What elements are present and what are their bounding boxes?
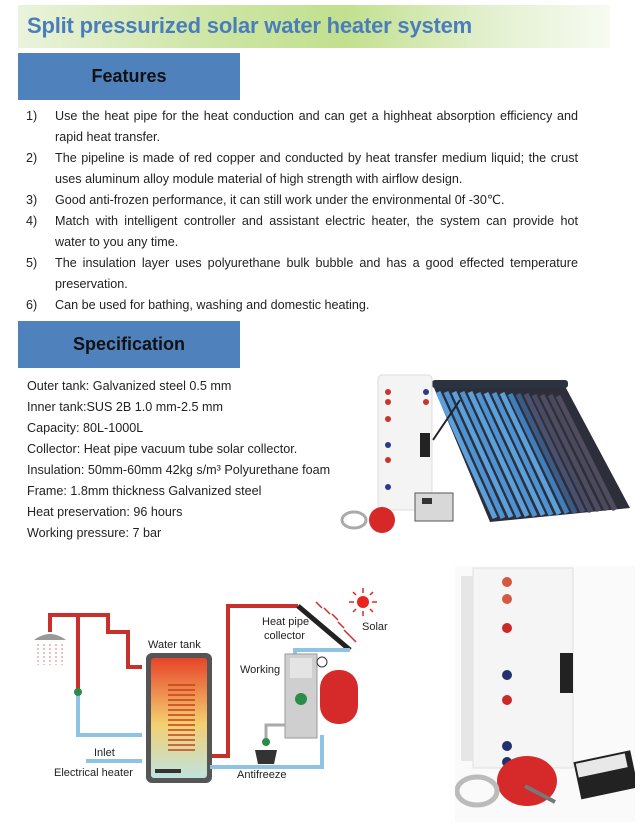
valve-icon xyxy=(74,688,82,696)
feature-item xyxy=(26,148,578,190)
specification-heading: Specification xyxy=(72,334,186,354)
antifreeze-bucket-icon xyxy=(255,750,277,764)
label-antifreeze: Antifreeze xyxy=(237,769,287,781)
feature-text: Match with intelligent controller and assistant electric heater, the system can provide hot water to you any time. xyxy=(55,214,578,249)
features-list xyxy=(26,106,578,316)
spec-item: Outer tank: Galvanized steel 0.5 mm xyxy=(27,379,232,393)
spec-item: Capacity: 80L-1000L xyxy=(27,421,144,435)
feature-number: 3) xyxy=(26,193,38,207)
feature-item xyxy=(26,106,578,148)
feature-text: Good anti-frozen performance, it can still work under the environmental 0f -30℃. xyxy=(55,193,505,207)
feature-number: 6) xyxy=(26,298,38,312)
sun-icon xyxy=(349,588,377,616)
feature-text: The insulation layer uses polyurethane bulk bubble and has a good effected temperature preservation. xyxy=(55,256,578,291)
feature-number: 2) xyxy=(26,151,38,165)
feature-number: 4) xyxy=(26,214,38,228)
label-collector: collector xyxy=(264,630,305,642)
feature-item xyxy=(26,190,578,211)
spec-item: Insulation: 50mm-60mm 42kg s/m³ Polyurethane foam xyxy=(27,463,331,477)
features-heading-box xyxy=(18,53,240,100)
features-heading: Features xyxy=(91,66,167,86)
feature-item xyxy=(26,253,578,295)
label-solar: Solar xyxy=(362,621,388,633)
title-banner xyxy=(18,5,610,48)
feature-item xyxy=(26,211,578,253)
spec-item: Frame: 1.8mm thickness Galvanized steel xyxy=(27,484,262,498)
page-title: Split pressurized solar water heater system xyxy=(27,13,473,38)
expansion-tank-icon xyxy=(369,507,395,533)
feature-text: Can be used for bathing, washing and domestic heating. xyxy=(55,298,370,312)
label-heat-pipe: Heat pipe xyxy=(262,616,310,628)
label-working: Working xyxy=(240,664,281,676)
label-water-tank: Water tank xyxy=(148,639,201,651)
spec-item: Heat preservation: 96 hours xyxy=(27,505,183,519)
feature-text: Use the heat pipe for the heat conduction and can get a highheat absorption efficiency and rapid heat transfer. xyxy=(55,109,578,144)
feature-item xyxy=(26,295,578,316)
specification-heading-box xyxy=(18,321,240,368)
spec-item: Collector: Heat pipe vacuum tube solar collector. xyxy=(27,442,298,456)
spec-item: Working pressure: 7 bar xyxy=(27,526,162,540)
feature-number: 5) xyxy=(26,256,38,270)
product-photo-system xyxy=(340,340,644,540)
collector-panel-icon xyxy=(298,606,350,650)
feature-text: The pipeline is made of red copper and conducted by heat transfer medium liquid; the crust uses aluminum alloy module material of high strength with airflow design. xyxy=(55,151,578,186)
label-electrical-heater: Electrical heater xyxy=(54,767,133,779)
expansion-tank-icon xyxy=(320,670,358,724)
shower-head-icon xyxy=(34,634,66,665)
product-photo-tank-closeup xyxy=(455,566,635,822)
specification-list xyxy=(27,376,330,544)
spec-item: Inner tank:SUS 2B 1.0 mm-2.5 mm xyxy=(27,400,223,414)
system-schematic-diagram xyxy=(20,570,420,800)
feature-number: 1) xyxy=(26,109,38,123)
label-inlet: Inlet xyxy=(94,747,115,759)
